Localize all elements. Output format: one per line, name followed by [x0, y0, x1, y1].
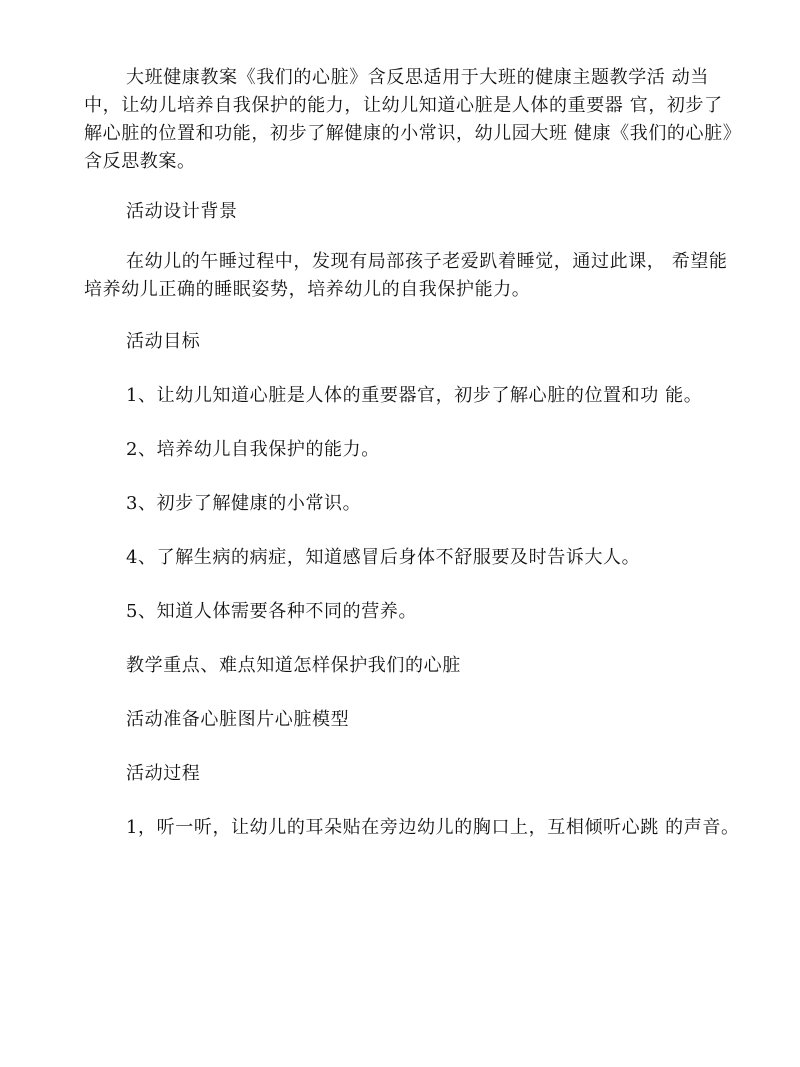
process-heading: 活动过程 — [126, 763, 201, 784]
key-points-line: 教学重点、难点知道怎样保护我们的心脏 — [126, 655, 461, 676]
intro-paragraph: 大班健康教案《我们的心脏》含反思适用于大班的健康主题教学活 动当中，让幼儿培养自我保护的能力，让幼儿知道心脏是人体的重要器 官，初步了解心脏的位置和功能，初步了解健康的小常识，幼儿园大班 健康《我们的心脏》含反思教案。 — [84, 67, 733, 172]
process-step-1: 1，听一听，让幼儿的耳朵贴在旁边幼儿的胸口上，互相倾听心跳 的声音。 — [126, 817, 740, 838]
preparation-line: 活动准备心脏图片心脏模型 — [126, 709, 350, 730]
goal-item-2: 2、培养幼儿自我保护的能力。 — [126, 439, 380, 460]
background-paragraph: 在幼儿的午睡过程中，发现有局部孩子老爱趴着睡觉，通过此课， 希望能培养幼儿正确的睡眠姿势，培养幼儿的自我保护能力。 — [84, 251, 728, 300]
goal-item-3: 3、初步了解健康的小常识。 — [126, 493, 362, 514]
goal-item-5: 5、知道人体需要各种不同的营养。 — [126, 601, 418, 622]
goal-item-1: 1、让幼儿知道心脏是人体的重要器官，初步了解心脏的位置和功 能。 — [126, 385, 703, 406]
goals-heading: 活动目标 — [126, 331, 201, 352]
background-heading: 活动设计背景 — [126, 201, 238, 222]
goal-item-4: 4、了解生病的病症，知道感冒后身体不舒服要及时告诉大人。 — [126, 547, 641, 568]
